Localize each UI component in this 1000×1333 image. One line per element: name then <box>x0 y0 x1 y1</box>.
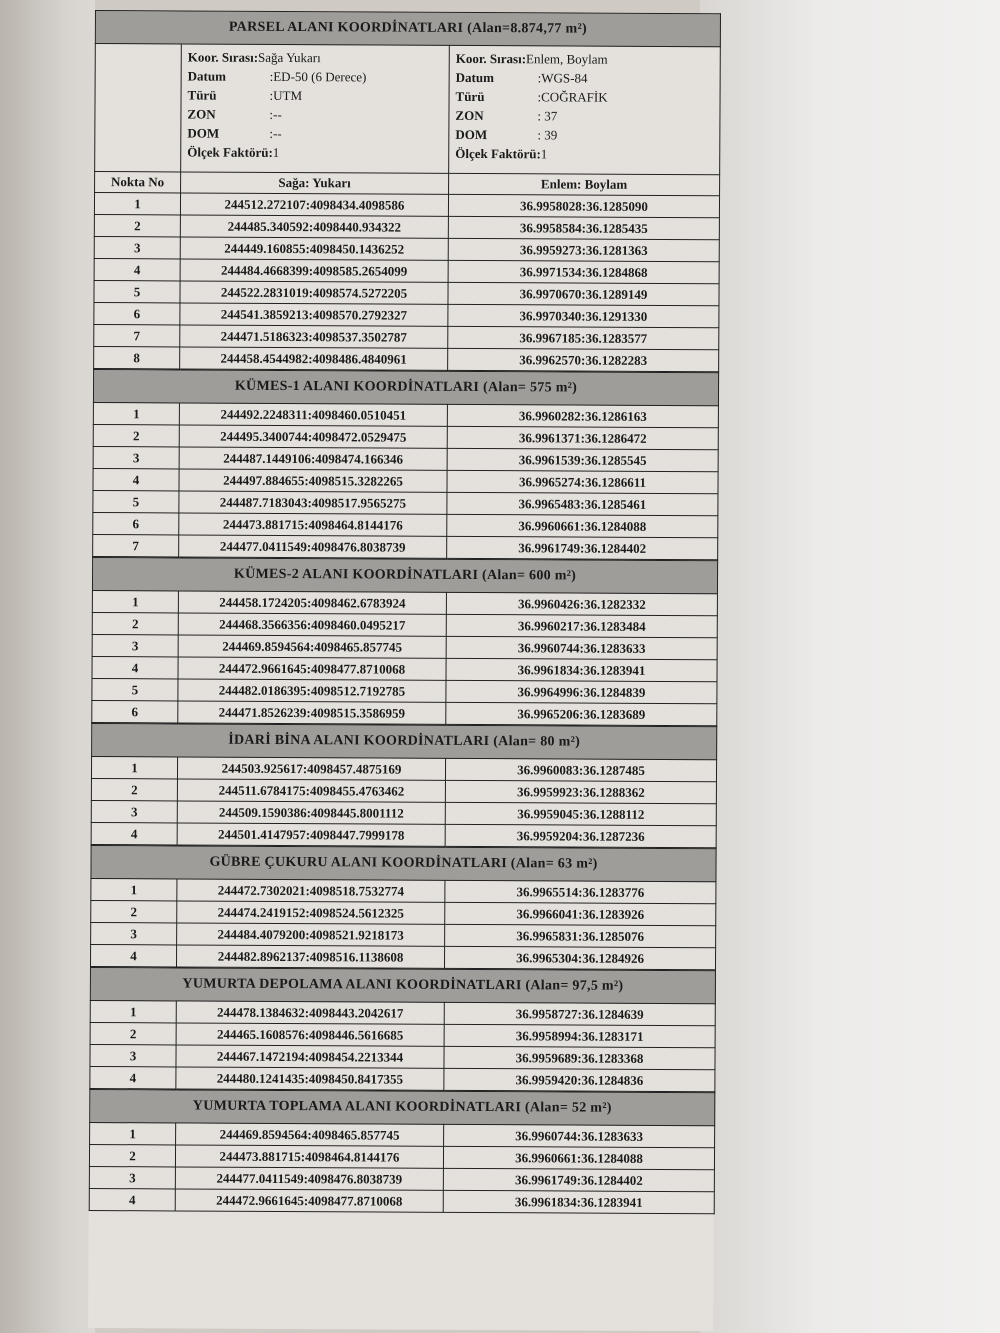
table-row <box>91 756 716 781</box>
utm-coordinate: 244471.8526239:4098515.3586959 <box>178 701 446 724</box>
utm-coordinate: 244465.1608576:4098446.5616685 <box>176 1023 444 1046</box>
table-row <box>90 1022 715 1047</box>
utm-info-key: Koor. Sırası: <box>187 49 259 65</box>
geo-coordinate: 36.9965274:36.1286611 <box>447 470 718 493</box>
geo-coordinate: 36.9960744:36.1283633 <box>446 636 717 659</box>
geo-info-value: :COĞRAFİK <box>537 89 608 105</box>
table-row <box>91 800 716 825</box>
utm-coordinate: 244497.884655:4098515.3282265 <box>179 469 447 492</box>
utm-coordinate: 244477.0411549:4098476.8038739 <box>179 535 447 558</box>
utm-coordinate: 244484.4079200:4098521.9218173 <box>177 923 445 946</box>
section-table <box>89 967 716 1092</box>
point-number: 5 <box>92 678 178 700</box>
point-number: 2 <box>90 1022 176 1044</box>
point-number: 4 <box>93 468 179 490</box>
geo-coordinate: 36.9962570:36.1282283 <box>448 348 719 371</box>
geo-info-key: DOM <box>455 126 488 143</box>
point-number: 3 <box>93 446 179 468</box>
point-number: 6 <box>94 302 180 324</box>
table-row <box>90 1044 715 1069</box>
utm-coordinate: 244501.4147957:4098447.7999178 <box>177 823 445 846</box>
table-row <box>92 656 717 681</box>
point-number: 1 <box>90 1000 176 1022</box>
geo-coordinate: 36.9959204:36.1287236 <box>445 824 716 847</box>
geo-coordinate: 36.9960661:36.1284088 <box>443 1146 714 1169</box>
utm-info-line <box>187 104 444 124</box>
point-number: 5 <box>93 490 179 512</box>
section-title: GÜBRE ÇUKURU ALANI KOORDİNATLARI (Alan= 63 m²) <box>91 845 716 881</box>
geo-coordinate: 36.9965206:36.1283689 <box>446 702 717 725</box>
utm-coordinate: 244472.9661645:4098477.8710068 <box>175 1189 443 1212</box>
point-number: 1 <box>90 1122 176 1144</box>
column-header-utm: Sağa: Yukarı <box>181 172 449 194</box>
background-paper-left <box>0 0 95 1333</box>
column-header-geo: Enlem: Boylam <box>449 173 720 195</box>
geo-coordinate: 36.9959045:36.1288112 <box>445 802 716 825</box>
point-number: 2 <box>91 778 177 800</box>
geo-info-block <box>449 45 721 174</box>
geo-info-value: Enlem, Boylam <box>526 51 608 67</box>
table-row <box>93 534 718 559</box>
point-number: 4 <box>90 1066 176 1088</box>
point-number: 1 <box>91 756 177 778</box>
point-number: 3 <box>89 1166 175 1188</box>
geo-coordinate: 36.9964996:36.1284839 <box>446 680 717 703</box>
point-number: 4 <box>90 944 176 966</box>
utm-coordinate: 244492.2248311:4098460.0510451 <box>179 403 447 426</box>
table-row <box>94 193 719 218</box>
geo-info-value: 1 <box>540 146 548 162</box>
utm-info-value: 1 <box>272 144 280 160</box>
geo-coordinate: 36.9965304:36.1284926 <box>444 946 715 969</box>
utm-info-key: Türü <box>187 87 217 103</box>
point-number: 2 <box>89 1144 175 1166</box>
point-number: 1 <box>91 878 177 900</box>
utm-info-key: DOM <box>187 125 220 141</box>
table-row <box>92 612 717 637</box>
geo-info-line <box>456 49 716 69</box>
utm-coordinate: 244473.881715:4098464.8144176 <box>175 1145 443 1168</box>
geo-coordinate: 36.9960083:36.1287485 <box>445 758 716 781</box>
utm-info-line <box>187 123 444 143</box>
utm-coordinate: 244473.881715:4098464.8144176 <box>179 513 447 536</box>
parsel-rows <box>94 193 720 372</box>
utm-coordinate: 244472.7302021:4098518.7532774 <box>177 879 445 902</box>
utm-coordinate: 244480.1241435:4098450.8417355 <box>176 1067 444 1090</box>
table-row <box>92 678 717 703</box>
geo-coordinate: 36.9965483:36.1285461 <box>447 492 718 515</box>
table-row <box>90 1122 715 1147</box>
table-row <box>91 922 716 947</box>
section-title: YUMURTA TOPLAMA ALANI KOORDİNATLARI (Alan= 52 m²) <box>90 1089 715 1125</box>
table-row <box>94 214 719 239</box>
geo-info-key: Koor. Sırası: <box>455 50 527 67</box>
point-number: 2 <box>91 900 177 922</box>
utm-coordinate: 244482.0186395:4098512.7192785 <box>178 679 446 702</box>
utm-coordinate: 244484.4668399:4098585.2654099 <box>180 259 448 282</box>
utm-info-value: Sağa Yukarı <box>258 49 321 66</box>
table-row <box>91 878 716 903</box>
sections-container <box>89 369 718 1214</box>
point-number: 7 <box>93 534 179 556</box>
table-row <box>91 900 716 925</box>
utm-info-line <box>187 142 444 162</box>
utm-coordinate: 244478.1384632:4098443.2042617 <box>176 1001 444 1024</box>
geo-info-line <box>455 106 715 126</box>
geo-coordinate: 36.9961749:36.1284402 <box>443 1168 714 1191</box>
geo-coordinate: 36.9961371:36.1286472 <box>447 426 718 449</box>
geo-info-line <box>455 125 715 145</box>
geo-coordinate: 36.9959689:36.1283368 <box>444 1046 715 1069</box>
geo-coordinate: 36.9967185:36.1283577 <box>448 326 719 349</box>
parsel-title: PARSEL ALANI KOORDİNATLARI (Alan=8.874,77 m²) <box>95 11 720 47</box>
coordinate-document <box>88 10 720 1331</box>
point-number: 1 <box>92 590 178 612</box>
table-row <box>91 822 716 847</box>
table-row <box>90 1000 715 1025</box>
utm-coordinate: 244458.1724205:4098462.6783924 <box>178 591 446 614</box>
point-number: 2 <box>93 424 179 446</box>
section-title: İDARİ BİNA ALANI KOORDİNATLARI (Alan= 80 m²) <box>92 723 717 759</box>
geo-coordinate: 36.9971534:36.1284868 <box>448 260 719 283</box>
geo-info-key: Ölçek Faktörü: <box>455 145 541 162</box>
point-number: 4 <box>92 656 178 678</box>
geo-info-key: Türü <box>455 88 485 105</box>
utm-coordinate: 244467.1472194:4098454.2213344 <box>176 1045 444 1068</box>
utm-coordinate: 244474.2419152:4098524.5612325 <box>177 901 445 924</box>
geo-coordinate: 36.9959923:36.1288362 <box>445 780 716 803</box>
point-number: 1 <box>93 402 179 424</box>
utm-coordinate: 244522.2831019:4098574.5272205 <box>180 281 448 304</box>
utm-info-value: :UTM <box>269 87 303 104</box>
utm-coordinate: 244468.3566356:4098460.0495217 <box>178 613 446 636</box>
table-row <box>94 346 719 371</box>
geo-coordinate: 36.9960282:36.1286163 <box>447 404 718 427</box>
section-title: KÜMES-1 ALANI KOORDİNATLARI (Alan= 575 m²) <box>93 369 718 405</box>
utm-coordinate: 244509.1590386:4098445.8001112 <box>177 801 445 824</box>
point-number: 1 <box>94 193 180 215</box>
utm-info-value: :-- <box>269 106 282 122</box>
geo-coordinate: 36.9970340:36.1291330 <box>448 304 719 327</box>
utm-coordinate: 244471.5186323:4098537.3502787 <box>180 325 448 348</box>
point-number: 3 <box>92 634 178 656</box>
geo-coordinate: 36.9958028:36.1285090 <box>448 194 719 217</box>
point-number: 2 <box>94 214 180 236</box>
point-number: 3 <box>94 236 180 258</box>
point-number: 4 <box>94 258 180 280</box>
geo-info-line <box>456 68 716 88</box>
utm-coordinate: 244477.0411549:4098476.8038739 <box>175 1167 443 1190</box>
geo-coordinate: 36.9960426:36.1282332 <box>446 592 717 615</box>
point-number: 6 <box>92 700 178 722</box>
table-row <box>94 302 719 327</box>
utm-coordinate: 244449.160855:4098450.1436252 <box>180 237 448 260</box>
table-row <box>93 402 718 427</box>
table-row <box>94 324 719 349</box>
table-row <box>92 700 717 725</box>
table-row <box>93 424 718 449</box>
geo-info-value: :WGS-84 <box>537 70 588 86</box>
utm-coordinate: 244485.340592:4098440.934322 <box>180 215 448 238</box>
utm-coordinate: 244458.4544982:4098486.4840961 <box>180 347 448 370</box>
section-table <box>91 557 718 726</box>
geo-coordinate: 36.9959273:36.1281363 <box>448 238 719 261</box>
parsel-header-blank <box>95 44 182 172</box>
utm-coordinate: 244469.8594564:4098465.857745 <box>176 1123 444 1146</box>
table-row <box>89 1144 714 1169</box>
section-table <box>92 369 719 560</box>
table-row <box>90 1066 715 1091</box>
geo-info-value: : 39 <box>537 127 558 143</box>
geo-coordinate: 36.9970670:36.1289149 <box>448 282 719 305</box>
point-number: 5 <box>94 280 180 302</box>
table-row <box>93 490 718 515</box>
table-row <box>94 236 719 261</box>
point-number: 4 <box>91 822 177 844</box>
utm-coordinate: 244503.925617:4098457.4875169 <box>177 757 445 780</box>
table-row <box>94 280 719 305</box>
section-table <box>89 1089 716 1214</box>
utm-coordinate: 244487.1449106:4098474.166346 <box>179 447 447 470</box>
table-row <box>93 512 718 537</box>
point-number: 4 <box>89 1188 175 1210</box>
utm-info-value: :-- <box>269 125 282 141</box>
geo-coordinate: 36.9960744:36.1283633 <box>444 1124 715 1147</box>
column-header-nokta: Nokta No <box>95 172 181 193</box>
table-row <box>92 634 717 659</box>
table-row <box>94 258 719 283</box>
utm-coordinate: 244482.8962137:4098516.1138608 <box>176 945 444 968</box>
point-number: 2 <box>92 612 178 634</box>
geo-info-key: ZON <box>455 107 484 124</box>
point-number: 8 <box>94 346 180 368</box>
geo-info-value: : 37 <box>537 108 558 124</box>
point-number: 3 <box>90 1044 176 1066</box>
section-title: YUMURTA DEPOLAMA ALANI KOORDİNATLARI (Alan= 97,5 m²) <box>90 967 715 1003</box>
table-row <box>93 446 718 471</box>
geo-coordinate: 36.9965514:36.1283776 <box>445 880 716 903</box>
geo-coordinate: 36.9960217:36.1283484 <box>446 614 717 637</box>
geo-coordinate: 36.9961834:36.1283941 <box>446 658 717 681</box>
section-table <box>91 723 718 848</box>
utm-coordinate: 244495.3400744:4098472.0529475 <box>179 425 447 448</box>
geo-coordinate: 36.9959420:36.1284836 <box>444 1068 715 1091</box>
utm-info-key: Ölçek Faktörü: <box>187 144 273 160</box>
geo-coordinate: 36.9966041:36.1283926 <box>445 902 716 925</box>
utm-info-line <box>188 47 445 67</box>
geo-coordinate: 36.9961539:36.1285545 <box>447 448 718 471</box>
geo-info-line <box>455 144 715 164</box>
point-number: 7 <box>94 324 180 346</box>
utm-coordinate: 244487.7183043:4098517.9565275 <box>179 491 447 514</box>
utm-info-key: Datum <box>187 68 226 84</box>
geo-coordinate: 36.9958994:36.1283171 <box>444 1024 715 1047</box>
table-row <box>93 468 718 493</box>
geo-coordinate: 36.9960661:36.1284088 <box>447 514 718 537</box>
geo-coordinate: 36.9965831:36.1285076 <box>445 924 716 947</box>
utm-info-line <box>188 85 445 105</box>
geo-coordinate: 36.9961749:36.1284402 <box>447 536 718 559</box>
geo-coordinate: 36.9958584:36.1285435 <box>448 216 719 239</box>
point-number: 3 <box>91 922 177 944</box>
point-number: 3 <box>91 800 177 822</box>
parsel-table <box>93 10 721 372</box>
utm-info-value: :ED-50 (6 Derece) <box>269 68 367 85</box>
utm-info-block <box>181 44 450 173</box>
utm-info-key: ZON <box>187 106 216 122</box>
table-row <box>90 944 715 969</box>
utm-coordinate: 244541.3859213:4098570.2792327 <box>180 303 448 326</box>
section-table <box>90 845 717 970</box>
utm-info-line <box>188 66 445 86</box>
table-row <box>92 590 717 615</box>
utm-coordinate: 244512.272107:4098434.4098586 <box>180 193 448 216</box>
utm-coordinate: 244511.6784175:4098455.4763462 <box>177 779 445 802</box>
geo-info-key: Datum <box>455 69 494 86</box>
geo-coordinate: 36.9961834:36.1283941 <box>443 1190 714 1213</box>
table-row <box>91 778 716 803</box>
table-row <box>89 1188 714 1213</box>
point-number: 6 <box>93 512 179 534</box>
section-title: KÜMES-2 ALANI KOORDİNATLARI (Alan= 600 m²) <box>92 557 717 593</box>
geo-info-line <box>456 87 716 107</box>
utm-coordinate: 244469.8594564:4098465.857745 <box>178 635 446 658</box>
utm-coordinate: 244472.9661645:4098477.8710068 <box>178 657 446 680</box>
background-paper-right <box>700 0 1000 1333</box>
geo-coordinate: 36.9958727:36.1284639 <box>444 1002 715 1025</box>
table-row <box>89 1166 714 1191</box>
